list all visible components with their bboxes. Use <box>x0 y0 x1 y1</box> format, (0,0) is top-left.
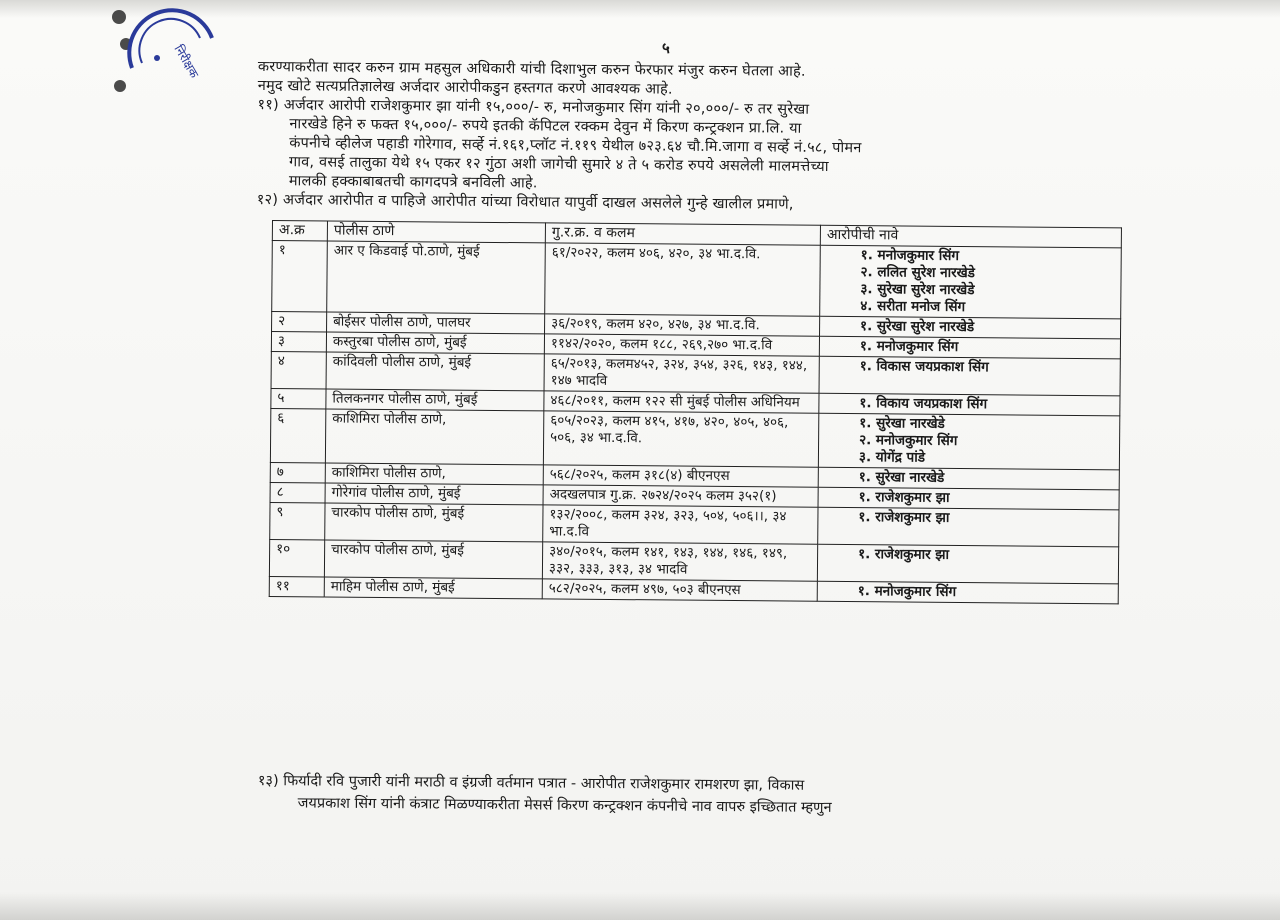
office-stamp <box>112 8 222 88</box>
cell-case: ६०५/२०२३, कलम ४१५, ४१७, ४२०, ४०५, ४०६, ५०६, ३४ भा.द.वि. <box>543 411 818 467</box>
accused-name: १. सुरेखा सुरेश नारखेडे <box>860 318 975 336</box>
paragraph-line: १२) अर्जदार आरोपीत व पाहिजे आरोपीत यांच्या विरोधात यापुर्वी दाखल असलेले गुन्हे खालील प्रमाणे, <box>256 191 794 213</box>
cell-station: गोरेगांव पोलीस ठाणे, मुंबई <box>325 483 543 505</box>
page-bottom-edge <box>0 892 1280 920</box>
cell-no: १० <box>269 539 324 576</box>
cell-station: काशिमिरा पोलीस ठाणे, <box>325 409 543 465</box>
cell-station: तिलकनगर पोलीस ठाणे, मुंबई <box>326 389 544 411</box>
col-header-accused: आरोपीची नावे <box>820 225 1121 248</box>
cell-accused <box>818 507 1119 547</box>
cell-accused <box>817 544 1118 584</box>
cell-case: ६५/२०१३, कलम४५२, ३२४, ३५४, ३२६, १४३, १४४, १४७ भादवि <box>544 354 819 393</box>
cell-station: कस्तुरबा पोलीस ठाणे, मुंबई <box>326 332 544 354</box>
case-table <box>269 220 1122 604</box>
table-row <box>270 408 1119 469</box>
paragraph-line: करण्याकरीता सादर करुन ग्राम महसुल अधिकारी यांची दिशाभुल करुन फेरफार मंजुर करुन घेतला आहे. <box>257 58 806 80</box>
cell-no: २ <box>272 312 327 332</box>
page-number: ५ <box>662 39 670 57</box>
cell-no: ११ <box>269 576 324 596</box>
footer-line: जयप्रकाश सिंग यांनी कंत्राट मिळण्याकरीता मेसर्स किरण कन्ट्रक्शन कंपनीचे नाव वापरु इच्छितात म्हणुन <box>297 795 832 817</box>
accused-name: ४. सरीता मनोज सिंग <box>860 298 966 316</box>
col-header-station: पोलीस ठाणे <box>327 221 545 243</box>
case-table-body <box>269 241 1121 604</box>
cell-station: कांदिवली पोलीस ठाणे, मुंबई <box>326 352 544 391</box>
cell-case: ५६८/२०२५, कलम ३१८(४) बीएनएस <box>543 465 818 487</box>
paragraph-line: कंपनीचे व्हीलेज पहाडी गोरेगाव, सर्व्हे नं.१६१,प्लॉट नं.११९ येथील ७२३.६४ चौ.मि.जागा व सर्व्हे नं.५८, पोमन <box>289 135 862 157</box>
paragraph-line: ११) अर्जदार आरोपी राजेशकुमार झा यांनी १५,०००/- रु, मनोजकुमार सिंग यांनी २०,०००/- रु तर सुरेखा <box>257 96 810 118</box>
accused-name: १. विकास जयप्रकाश सिंग <box>859 358 989 376</box>
cell-accused <box>819 356 1120 396</box>
cell-no: ४ <box>271 351 326 388</box>
svg-text:निरीक्षक: निरीक्षक <box>171 42 202 81</box>
footer-line: १३) फिर्यादी रवि पुजारी यांनी मराठी व इंग्रजी वर्तमान पत्रात - आरोपीत राजेशकुमार रामशरण झा, विकास <box>257 772 805 794</box>
cell-accused <box>820 316 1121 339</box>
accused-name: ३. योगेंद्र पांडे <box>858 449 926 466</box>
accused-name: १. सुरेखा नारखेडे <box>859 415 945 432</box>
cell-case: अदखलपात्र गु.क्र. २७२४/२०२५ कलम ३५२(१) <box>543 485 818 507</box>
paragraph-line: नमुद खोटे सत्यप्रतिज्ञालेख अर्जदार आरोपीकडुन हस्तगत करणे आवश्यक आहे. <box>257 77 673 98</box>
cell-station: माहिम पोलीस ठाणे, मुंबई <box>324 577 542 599</box>
cell-accused <box>819 336 1120 359</box>
cell-accused <box>818 467 1119 490</box>
cell-accused <box>818 487 1119 510</box>
cell-no: ५ <box>271 388 326 408</box>
accused-name: १. राजेशकुमार झा <box>858 509 950 526</box>
cell-station: बोईसर पोलीस ठाणे, पालघर <box>327 312 545 334</box>
cell-case: ३६/२०१९, कलम ४२०, ४२७, ३४ भा.द.वि. <box>545 314 820 336</box>
cell-station: चारकोप पोलीस ठाणे, मुंबई <box>324 540 542 579</box>
col-header-case: गु.र.क्र. व कलम <box>545 223 820 245</box>
accused-name: ३. सुरेखा सुरेश नारखेडे <box>860 281 975 299</box>
paragraph-line: नारखेडे हिने रु फक्त १५,०००/- रुपये इतकी कॅपिटल रक्कम देवुन में किरण कन्ट्रक्शन प्रा.लि. या <box>289 116 802 137</box>
paragraph-line: मालकी हक्काबाबतची कागदपत्रे बनविली आहे. <box>288 173 538 192</box>
cell-accused <box>817 581 1118 604</box>
cell-no: ७ <box>270 462 325 482</box>
cell-no: ३ <box>271 332 326 352</box>
cell-station: काशिमिरा पोलीस ठाणे, <box>325 463 543 485</box>
cell-case: ३४०/२०१५, कलम १४१, १४३, १४४, १४६, १४९, ३३२, ३३३, ३१३, ३४ भादवि <box>542 542 817 581</box>
table-row <box>272 241 1122 319</box>
accused-name: १. राजेशकुमार झा <box>858 546 950 563</box>
accused-name: २. ललित सुरेश नारखेडे <box>860 264 975 282</box>
accused-name: १. विकाय जयप्रकाश सिंग <box>859 395 988 413</box>
col-header-no: अ.क्र <box>272 221 327 241</box>
accused-name: १. राजेशकुमार झा <box>858 489 950 506</box>
paragraph-line: गाव, वसई तालुका येथे १५ एकर १२ गुंठा अशी जागेची सुमारे ४ ते ५ करोड रुपये असलेली मालमत्तेच्या <box>289 154 829 175</box>
footer-paragraph <box>258 770 1138 822</box>
accused-name: १. मनोजकुमार सिंग <box>857 583 957 600</box>
cell-case: ६१/२०२२, कलम ४०६, ४२०, ३४ भा.द.वि. <box>545 243 821 316</box>
accused-name: २. मनोजकुमार सिंग <box>859 432 958 449</box>
accused-name: १. मनोजकुमार सिंग <box>859 338 959 355</box>
accused-name: १. सुरेखा नारखेडे <box>858 469 945 486</box>
cell-no: ८ <box>270 482 325 502</box>
cell-no: ९ <box>270 502 325 539</box>
body-paragraphs <box>257 58 1138 218</box>
cell-accused <box>820 245 1122 319</box>
cell-case: ११४२/२०२०, कलम १८८, २६९,२७० भा.द.वि <box>544 334 819 356</box>
cell-station: आर ए किडवाई पो.ठाणे, मुंबई <box>327 241 546 314</box>
cell-accused <box>819 393 1120 416</box>
cell-station: चारकोप पोलीस ठाणे, मुंबई <box>325 503 543 542</box>
accused-name: १. मनोजकुमार सिंग <box>860 247 960 264</box>
cell-case: ५८२/२०२५, कलम ४९७, ५०३ बीएनएस <box>542 579 817 601</box>
cell-case: १३२/२००८, कलम ३२४, ३२३, ५०४, ५०६।।, ३४ भा.द.वि <box>543 505 818 544</box>
cell-no: ६ <box>270 408 325 462</box>
cell-case: ४६८/२०११, कलम १२२ सी मुंबई पोलीस अधिनियम <box>544 391 819 413</box>
cell-no: १ <box>272 241 328 312</box>
cell-accused <box>818 413 1119 470</box>
